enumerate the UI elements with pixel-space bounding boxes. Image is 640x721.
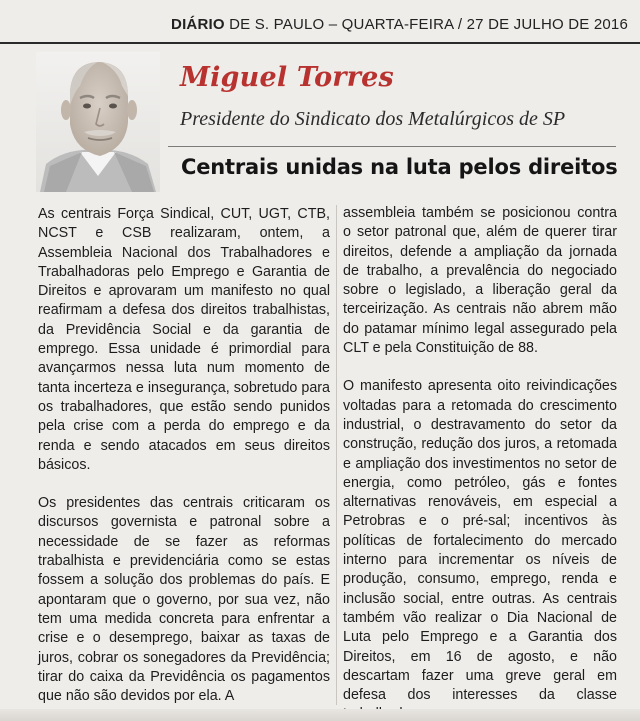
article-headline: Centrais unidas na luta pelos direitos	[181, 155, 618, 179]
page-bottom-edge	[0, 709, 640, 721]
masthead-date: DE S. PAULO – QUARTA-FEIRA / 27 DE JULHO DE 2016	[224, 16, 628, 33]
bleed-through-text	[582, 52, 640, 172]
masthead	[0, 0, 640, 44]
article-paragraph: assembleia também se posicionou contra o setor patronal que, além de querer tirar direitos, defende a ampliação da jornada de trabalho, a prevalência do negociado sobre o legislado, a liberação geral da terceirização. As centrais não abrem mão do patamar mínimo legal assegurado pela CLT e pela Constituição de 88.	[343, 205, 617, 357]
author-role: Presidente do Sindicato dos Metalúrgicos de SP	[180, 108, 566, 130]
header-divider	[168, 146, 616, 147]
article-paragraph: As centrais Força Sindical, CUT, UGT, CTB, NCST e CSB realizaram, ontem, a Assembleia Nacional dos Trabalhadores e Trabalhadoras pelo Emprego e Garantia de Direitos e aprovaram um manifesto no qual reafirmam a defesa dos direitos trabalhistas, da Previdência Social e da garantia de emprego. Essa unidade é primordial para avançarmos nessa luta num momento de tanta incerteza e insegurança, sobretudo para os trabalhadores, que estão sendo punidos pela crise com a perda do emprego e da renda e sendo atacados em seus direitos básicos.	[38, 206, 330, 473]
author-portrait	[36, 52, 160, 192]
article-paragraph: Os presidentes das centrais criticaram os discursos governista e patronal sobre a necessidade de se fazer as reformas trabalhista e previdenciária como se estas fossem a solução dos problemas do país. E apontaram que o governo, por sua vez, não tem uma medida concreta para enfrentar a crise e o desemprego, baixar as taxas de juros, cobrar os sonegadores da Previdência; tirar do caixa da Previdência os pagamentos que não são devidos por ela. A	[38, 495, 330, 705]
article-column-left	[38, 205, 330, 721]
masthead-line	[171, 16, 628, 33]
article-column-right	[343, 204, 617, 721]
author-name: Miguel Torres	[180, 62, 394, 93]
column-divider	[336, 205, 337, 705]
article-paragraph: O manifesto apresenta oito reivindicações voltadas para a retomada do crescimento industrial, o destravamento do setor da construção, redução dos juros, a retomada e ampliação dos investimentos no setor de energia, como petróleo, gás e fontes alternativas renováveis, em especial a Petrobras e o pré-sal; incentivos às políticas de fortalecimento do mercado interno para incrementar os níveis de produção, consumo, emprego, renda e inclusão social, entre outras. As centrais também vão realizar o Dia Nacional de Luta pelo Emprego e a Garantia dos Direitos, em 16 de agosto, e não descartam fazer uma greve geral em defesa dos interesses da classe	[343, 378, 617, 704]
newspaper-brand: DIÁRIO	[171, 16, 225, 33]
